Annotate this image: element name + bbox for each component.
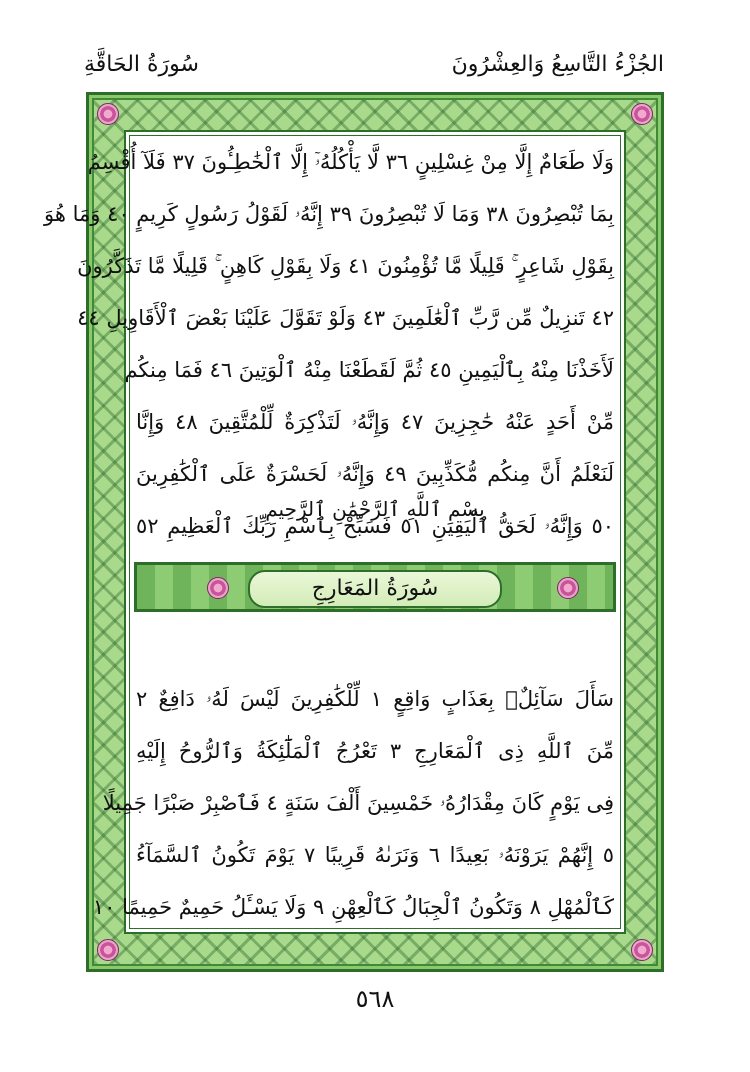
verse-line: لَأَخَذْنَا مِنْهُ بِٱلْيَمِينِ ٤٥ ثُمَّ لَقَطَعْنَا مِنْهُ ٱلْوَتِينَ ٤٦ فَمَا مِنكُم — [124, 358, 614, 382]
text-panel — [44, 130, 626, 934]
verse-line: مِّنَ ٱللَّهِ ذِى ٱلْمَعَارِجِ ٣ تَعْرُجُ ٱلْمَلَٰٓئِكَةُ وَٱلرُّوحُ إِلَيْهِ — [136, 739, 614, 763]
corner-rosette-icon — [97, 939, 119, 961]
ornamental-frame — [44, 92, 664, 972]
corner-rosette-icon — [631, 939, 653, 961]
surah-banner-title: سُورَةُ المَعَارِجِ — [248, 570, 502, 608]
verse-line: ٥٠ وَإِنَّهُۥ لَحَقُّ ٱلْيَقِينِ ٥١ فَسَبِّحْ بِٱسْمِ رَبِّكَ ٱلْعَظِيمِ ٥٢ — [136, 514, 614, 538]
juz-title: الجُزْءُ التَّاسِعُ وَالعِشْرُونَ — [451, 52, 664, 77]
verse-line: بِقَوْلِ شَاعِرٍ ۚ قَلِيلًا مَّا تُؤْمِنُونَ ٤١ وَلَا بِقَوْلِ كَاهِنٍ ۚ قَلِيلًا مَّا تَذَكَّرُونَ — [77, 254, 614, 278]
banner-rosette-icon — [557, 577, 579, 599]
surah-title: سُورَةُ الحَاقَّةِ — [84, 52, 199, 77]
verse-line: وَلَا طَعَامٌ إِلَّا مِنْ غِسْلِينٍ ٣٦ لَّا يَأْكُلُهُۥٓ إِلَّا ٱلْخَٰطِـُٔونَ ٣٧ فَلَآ أُقْسِمُ — [87, 150, 614, 174]
surah-banner — [134, 562, 616, 612]
verse-line: لَنَعْلَمُ أَنَّ مِنكُم مُّكَذِّبِينَ ٤٩ وَإِنَّهُۥ لَحَسْرَةٌ عَلَى ٱلْكَٰفِرِينَ — [136, 462, 614, 486]
verse-line: كَٱلْمُهْلِ ٨ وَتَكُونُ ٱلْجِبَالُ كَٱلْعِهْنِ ٩ وَلَا يَسْـَٔلُ حَمِيمٌ حَمِيمًا ١٠ — [92, 895, 614, 919]
page-number: ٥٦٨ — [355, 985, 395, 1013]
verse-line: مِّنْ أَحَدٍ عَنْهُ حَٰجِزِينَ ٤٧ وَإِنَّهُۥ لَتَذْكِرَةٌ لِّلْمُتَّقِينَ ٤٨ وَإِنَّا — [136, 410, 615, 434]
verse-line: ٤٢ تَنزِيلٌ مِّن رَّبِّ ٱلْعَٰلَمِينَ ٤٣ وَلَوْ تَقَوَّلَ عَلَيْنَا بَعْضَ ٱلْأَقَاوِيلِ ٤٤ — [77, 306, 614, 330]
verse-line: ٥ إِنَّهُمْ يَرَوْنَهُۥ بَعِيدًا ٦ وَنَرَىٰهُ قَرِيبًا ٧ يَوْمَ تَكُونُ ٱلسَّمَآءُ — [136, 843, 614, 867]
corner-rosette-icon — [631, 103, 653, 125]
banner-rosette-icon — [207, 577, 229, 599]
verse-line: فِى يَوْمٍ كَانَ مِقْدَارُهُۥ خَمْسِينَ أَلْفَ سَنَةٍ ٤ فَٱصْبِرْ صَبْرًا جَمِيلًا — [102, 791, 614, 815]
verse-line: سَأَلَ سَآئِلٌۢ بِعَذَابٍ وَاقِعٍ ١ لِّلْكَٰفِرِينَ لَيْسَ لَهُۥ دَافِعٌ ٢ — [136, 687, 615, 711]
bismillah: بِسْمِ ٱللَّهِ ٱلرَّحْمَٰنِ ٱلرَّحِيمِ — [265, 497, 485, 521]
verse-line: بِمَا تُبْصِرُونَ ٣٨ وَمَا لَا تُبْصِرُونَ ٣٩ إِنَّهُۥ لَقَوْلُ رَسُولٍ كَرِيمٍ ٤٠ وَمَا هُوَ — [44, 202, 614, 226]
corner-rosette-icon — [97, 103, 119, 125]
